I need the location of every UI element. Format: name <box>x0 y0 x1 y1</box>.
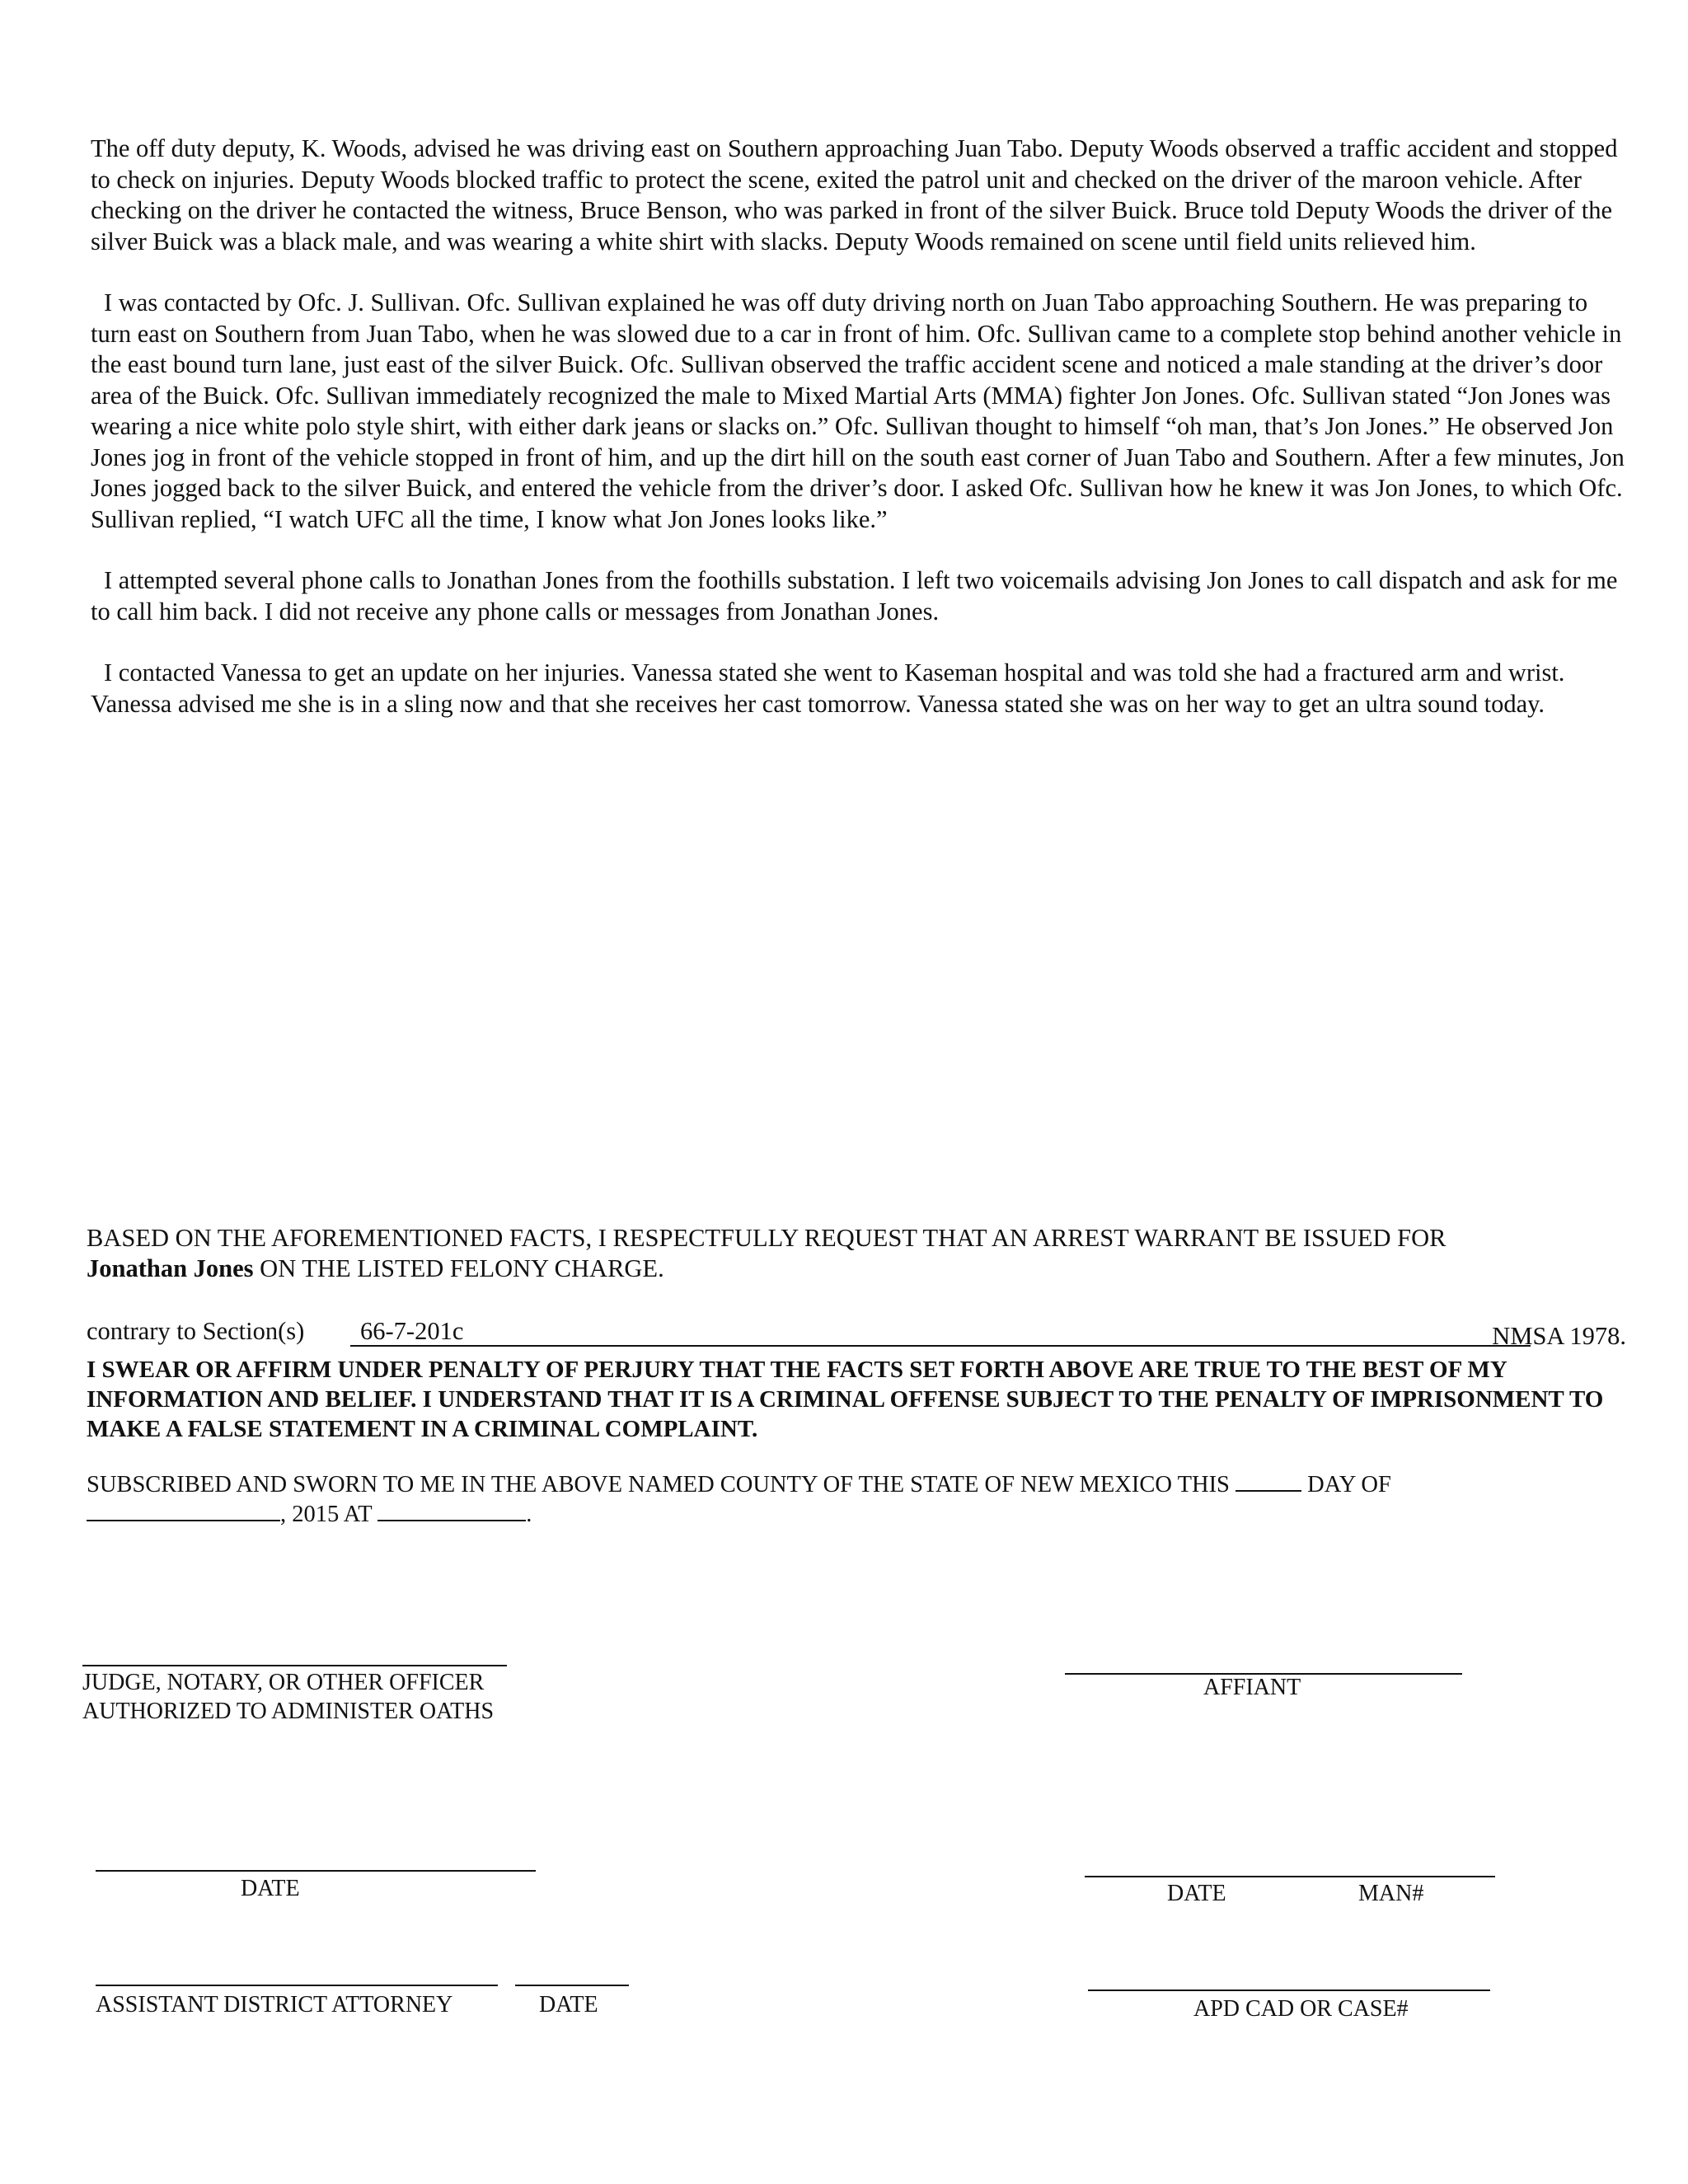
affiant-label: AFFIANT <box>1203 1675 1301 1700</box>
date-right-label: DATE <box>1167 1881 1226 1906</box>
perjury-affirmation: I SWEAR OR AFFIRM UNDER PENALTY OF PERJURY THAT THE FACTS SET FORTH ABOVE ARE TRUE TO THE BEST OF MY INFORMATION AND BELIEF. I UNDERSTAND THAT IT IS A CRIMINAL OFFENSE SUBJECT TO THE PENALTY OF IMPRISONMENT TO MAKE A FALSE STATEMENT IN A CRIMINAL COMPLAINT. <box>87 1357 1604 1442</box>
ada-signature-line[interactable] <box>96 1985 498 1986</box>
paragraph-sullivan: I was contacted by Ofc. J. Sullivan. Ofc. Sullivan explained he was off duty driving north on Juan Tabo approaching Southern. He was preparing to turn east on Southern from Juan Tabo, when he was slowed due to a car in front of him. Ofc. Sullivan came to a complete stop behind another vehicle in the east bound turn lane, just east of the silver Buick. Ofc. Sullivan observed the traffic accident scene and noticed a male standing at the driver’s door area of the Buick. Ofc. Sullivan immediately recognized the male to Mixed Martial Arts (MMA) fighter Jon Jones. Ofc. Sullivan stated “Jon Jones was wearing a nice white polo style shirt, with either dark jeans or slacks on.” Ofc. Sullivan thought to himself “oh man, that’s Jon Jones.” He observed Jon Jones jog in front of the vehicle stopped in front of him, and up the dirt hill on the south east corner of Juan Tabo and Southern. After a few minutes, Jon Jones jogged back to the silver Buick, and entered the vehicle from the driver’s door. I asked Ofc. Sullivan how he knew it was Jon Jones, to which Ofc. Sullivan replied, “I watch UFC all the time, I know what Jon Jones looks like.” <box>91 288 1625 533</box>
ada-date-line[interactable] <box>515 1985 629 1986</box>
section-label: contrary to Section(s) <box>87 1317 305 1345</box>
warrant-request <box>87 1223 1636 1284</box>
defendant-name: Jonathan Jones <box>87 1254 254 1282</box>
ada-date-label: DATE <box>539 1992 598 2018</box>
request-charge-text: ON THE LISTED FELONY CHARGE. <box>253 1254 664 1282</box>
narrative-section <box>91 134 1625 750</box>
statute-label: NMSA 1978. <box>1492 1322 1626 1350</box>
ada-label: ASSISTANT DISTRICT ATTORNEY <box>96 1992 453 2018</box>
period-text: . <box>526 1502 532 1527</box>
time-blank[interactable] <box>377 1502 526 1521</box>
paragraph-woods: The off duty deputy, K. Woods, advised he was driving east on Southern approaching Juan Tabo. Deputy Woods observed a traffic accident and stopped to check on injuries. Deputy Woods blocked traffic to protect the scene, exited the patrol unit and checked on the driver of the maroon vehicle. After checking on the driver he contacted the witness, Bruce Benson, who was parked in front of the silver Buick. Bruce told Deputy Woods the driver of the silver Buick was a black male, and was wearing a white shirt with slacks. Deputy Woods remained on scene until field units relieved him. <box>91 134 1618 255</box>
day-of-text: DAY OF <box>1307 1472 1391 1497</box>
case-number-label: APD CAD OR CASE# <box>1193 1996 1409 2022</box>
subscribed-text: SUBSCRIBED AND SWORN TO ME IN THE ABOVE NAMED COUNTY OF THE STATE OF NEW MEXICO THIS <box>87 1472 1230 1497</box>
year-at-text: , 2015 AT <box>280 1502 373 1527</box>
request-line: BASED ON THE AFOREMENTIONED FACTS, I RESPECTFULLY REQUEST THAT AN ARREST WARRANT BE ISSUED FOR <box>87 1224 1447 1252</box>
section-value: 66-7-201c <box>360 1317 464 1345</box>
judge-signature-line[interactable] <box>82 1665 507 1666</box>
date-left-line[interactable] <box>96 1870 536 1872</box>
paragraph-vanessa: I contacted Vanessa to get an update on her injuries. Vanessa stated she went to Kaseman hospital and was told she had a fractured arm and wrist. Vanessa advised me she is in a sling now and that she receives her cast tomorrow. Vanessa stated she was on her way to get an ultra sound today. <box>91 658 1565 718</box>
section-underline <box>350 1345 1531 1347</box>
case-number-line[interactable] <box>1088 1990 1490 1991</box>
section-citation <box>87 1317 1626 1350</box>
subscribed-sworn <box>87 1470 1636 1530</box>
month-blank[interactable] <box>87 1502 280 1521</box>
judge-label <box>82 1668 494 1726</box>
judge-label-line2: AUTHORIZED TO ADMINISTER OATHS <box>82 1699 495 1724</box>
paragraph-phone-calls: I attempted several phone calls to Jonathan Jones from the foothills substation. I left two voicemails advising Jon Jones to call dispatch and ask for me to call him back. I did not receive any phone calls or messages from Jonathan Jones. <box>91 566 1618 626</box>
date-man-line[interactable] <box>1085 1876 1495 1877</box>
date-left-label: DATE <box>241 1876 300 1901</box>
man-number-label: MAN# <box>1358 1881 1424 1906</box>
judge-label-line1: JUDGE, NOTARY, OR OTHER OFFICER <box>82 1670 485 1695</box>
day-blank[interactable] <box>1236 1472 1301 1492</box>
